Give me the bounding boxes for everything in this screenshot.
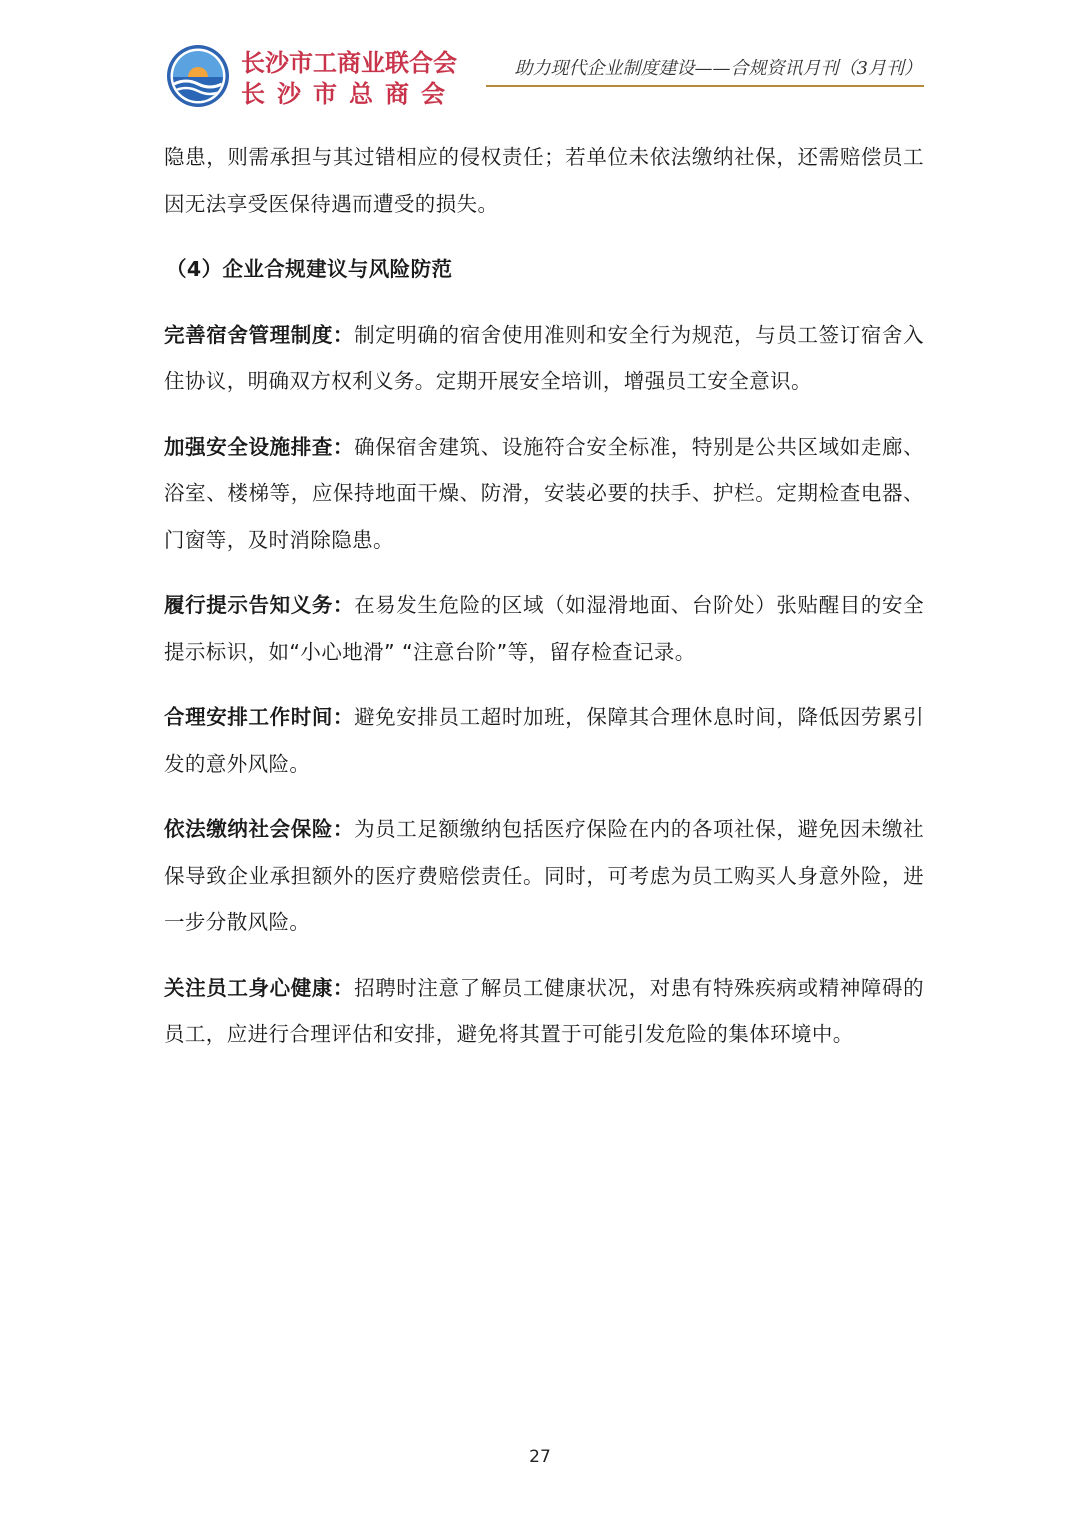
org-name-line2: 长沙市总商会: [241, 80, 457, 108]
continued-paragraph: 隐患，则需承担与其过错相应的侵权责任；若单位未依法缴纳社保，还需赔偿员工因无法享受医保待遇而遭受的损失。: [164, 145, 924, 216]
page-number: 27: [529, 1447, 551, 1467]
header-divider: [486, 85, 924, 87]
recommendation-text: 招聘时注意了解员工健康状况，对患有特殊疾病或精神障碍的员工，应进行合理评估和安排，避免将其置于可能引发危险的集体环境中。: [164, 975, 924, 1046]
recommendation-term: 合理安排工作时间：: [164, 705, 355, 729]
recommendation-item: [164, 806, 924, 946]
recommendation-item: [164, 312, 924, 405]
chamber-of-commerce-logo-icon: [166, 44, 230, 108]
recommendation-text: 制定明确的宿舍使用准则和安全行为规范，与员工签订宿舍入住协议，明确双方权利义务。定期开展安全培训，增强员工安全意识。: [164, 322, 924, 393]
recommendation-text: 避免安排员工超时加班，保障其合理休息时间，降低因劳累引发的意外风险。: [164, 705, 924, 776]
recommendation-term: 依法缴纳社会保险：: [164, 817, 355, 841]
recommendation-text: 确保宿舍建筑、设施符合安全标准，特别是公共区域如走廊、浴室、楼梯等，应保持地面干燥、防滑，安装必要的扶手、护栏。定期检查电器、门窗等，及时消除隐患。: [164, 434, 924, 552]
document-body: [164, 134, 924, 1058]
recommendation-item: [164, 965, 924, 1058]
org-name-line1: 长沙市工商业联合会: [241, 49, 457, 77]
recommendation-term: 关注员工身心健康：: [164, 975, 355, 1000]
recommendation-term: 加强安全设施排查：: [164, 434, 355, 459]
page-header: [0, 0, 1080, 120]
publication-title: 助力现代企业制度建设——合规资讯月刊（3月刊）: [514, 58, 922, 79]
recommendation-item: [164, 694, 924, 787]
recommendation-text: 为员工足额缴纳包括医疗保险在内的各项社保，避免因未缴社保导致企业承担额外的医疗费赔偿责任。同时，可考虑为员工购买人身意外险，进一步分散风险。: [164, 817, 924, 934]
recommendation-text: 在易发生危险的区域（如湿滑地面、台阶处）张贴醒目的安全提示标识，如“小心地滑” “注意台阶”等，留存检查记录。: [164, 593, 924, 664]
recommendation-item: [164, 424, 924, 564]
recommendation-item: [164, 582, 924, 675]
recommendation-term: 履行提示告知义务：: [164, 593, 355, 617]
section-heading: （4）企业合规建议与风险防范: [166, 257, 453, 281]
recommendation-term: 完善宿舍管理制度：: [164, 322, 355, 347]
